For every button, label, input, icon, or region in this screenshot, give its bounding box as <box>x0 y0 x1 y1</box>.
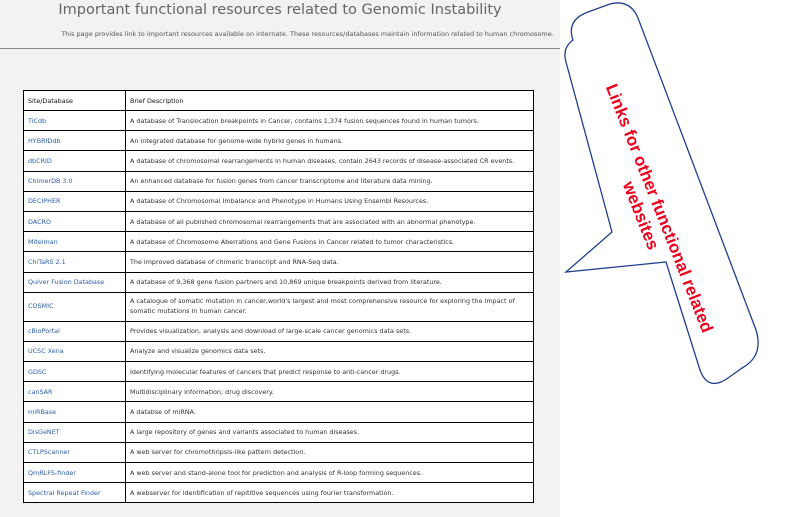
site-description: Identifying molecular features of cancers that predict response to anti-cancer drugs. <box>126 362 534 382</box>
column-header-description: Brief Description <box>126 91 534 111</box>
site-link[interactable]: canSAR <box>24 382 126 402</box>
site-link[interactable]: ChimerDB 3.0 <box>24 171 126 191</box>
table-row <box>24 272 534 292</box>
site-link[interactable]: Spectral Repeat Finder <box>24 483 126 503</box>
page-subtitle: This page provides link to important resources available on internate. These resources/databases maintain information related to human chromosome. <box>61 30 554 38</box>
site-link[interactable]: CTLPScanner <box>24 442 126 462</box>
table-row <box>24 341 534 361</box>
site-link[interactable]: HYBRIDdb <box>24 131 126 151</box>
callout-text: Links for other functional related websites <box>601 81 717 336</box>
table-row <box>24 171 534 191</box>
column-header-site: Site/Database <box>24 91 126 111</box>
table-row <box>24 442 534 462</box>
site-description: Provides visualization, analysis and download of large-scale cancer genomics data sets. <box>126 321 534 341</box>
site-description: A database of 9,368 gene fusion partners and 10,869 unique breakpoints derived from literature. <box>126 272 534 292</box>
table-row <box>24 191 534 211</box>
table-row <box>24 362 534 382</box>
table-row <box>24 463 534 483</box>
table-row <box>24 252 534 272</box>
table-row <box>24 321 534 341</box>
header-divider <box>0 48 560 49</box>
site-link[interactable]: TiCdb <box>24 111 126 131</box>
site-description: A database of Chromosomal Imbalance and Phenotype in Humans Using Ensembl Resources. <box>126 191 534 211</box>
table-row <box>24 151 534 171</box>
site-description: A database of Chromosome Aberrations and Gene Fusions in Cancer related to tumor characteristics. <box>126 232 534 252</box>
table-row <box>24 232 534 252</box>
table-row <box>24 483 534 503</box>
site-link[interactable]: cBioPortal <box>24 321 126 341</box>
table-row <box>24 111 534 131</box>
resources-table <box>23 90 534 503</box>
site-description: A database of Translocation breakpoints in Cancer, contains 1,374 fusion sequences found in human tumors. <box>126 111 534 131</box>
callout-bubble <box>558 0 795 400</box>
site-link[interactable]: QmRLFS-finder <box>24 463 126 483</box>
site-description: An enhanced database for fusion genes from cancer transcriptome and literature data mining. <box>126 171 534 191</box>
table-row <box>24 382 534 402</box>
site-description: An integrated database for genome-wide hybrid genes in humans. <box>126 131 534 151</box>
table-row <box>24 292 534 321</box>
site-link[interactable]: DisGeNET <box>24 422 126 442</box>
site-link[interactable]: GDSC <box>24 362 126 382</box>
site-description: A web server and stand-alone tool for prediction and analysis of R-loop forming sequences. <box>126 463 534 483</box>
site-link[interactable]: COSMIC <box>24 292 126 321</box>
site-description: A webserver for identification of repititive sequences using fourier transformation. <box>126 483 534 503</box>
table-row <box>24 422 534 442</box>
site-link[interactable]: Quiver Fusion Database <box>24 272 126 292</box>
site-description: A web server for chromothripsis-like pattern detection. <box>126 442 534 462</box>
site-link[interactable]: UCSC Xena <box>24 341 126 361</box>
site-description: Multidisciplinary information; drug discovery. <box>126 382 534 402</box>
site-link[interactable]: ChiTaRS 2.1 <box>24 252 126 272</box>
site-description: A databse of miRNA. <box>126 402 534 422</box>
site-link[interactable]: Mitelman <box>24 232 126 252</box>
site-description: A catalogue of somatic mutation in cancer,world's largest and most comprehensive resource for exploring the impact of somatic mutations in human cancer. <box>126 292 534 321</box>
site-link[interactable]: dbCRID <box>24 151 126 171</box>
site-link[interactable]: DACRO <box>24 211 126 231</box>
site-description: The improved database of chimeric transcript and RNA-Seq data. <box>126 252 534 272</box>
site-description: Analyze and visualize genomics data sets. <box>126 341 534 361</box>
site-description: A database of all published chromosomal rearrangements that are associated with an abnormal phenotype. <box>126 211 534 231</box>
table-row <box>24 211 534 231</box>
site-description: A large repository of genes and variants associated to human diseases. <box>126 422 534 442</box>
table-row <box>24 402 534 422</box>
site-description: A database of chromosomal rearrangements in human diseases, contain 2643 records of disease-associated CR events. <box>126 151 534 171</box>
table-row <box>24 131 534 151</box>
site-link[interactable]: DECIPHER <box>24 191 126 211</box>
page-title: Important functional resources related to Genomic Instability <box>58 2 502 18</box>
site-link[interactable]: miRBase <box>24 402 126 422</box>
table-header-row <box>24 91 534 111</box>
